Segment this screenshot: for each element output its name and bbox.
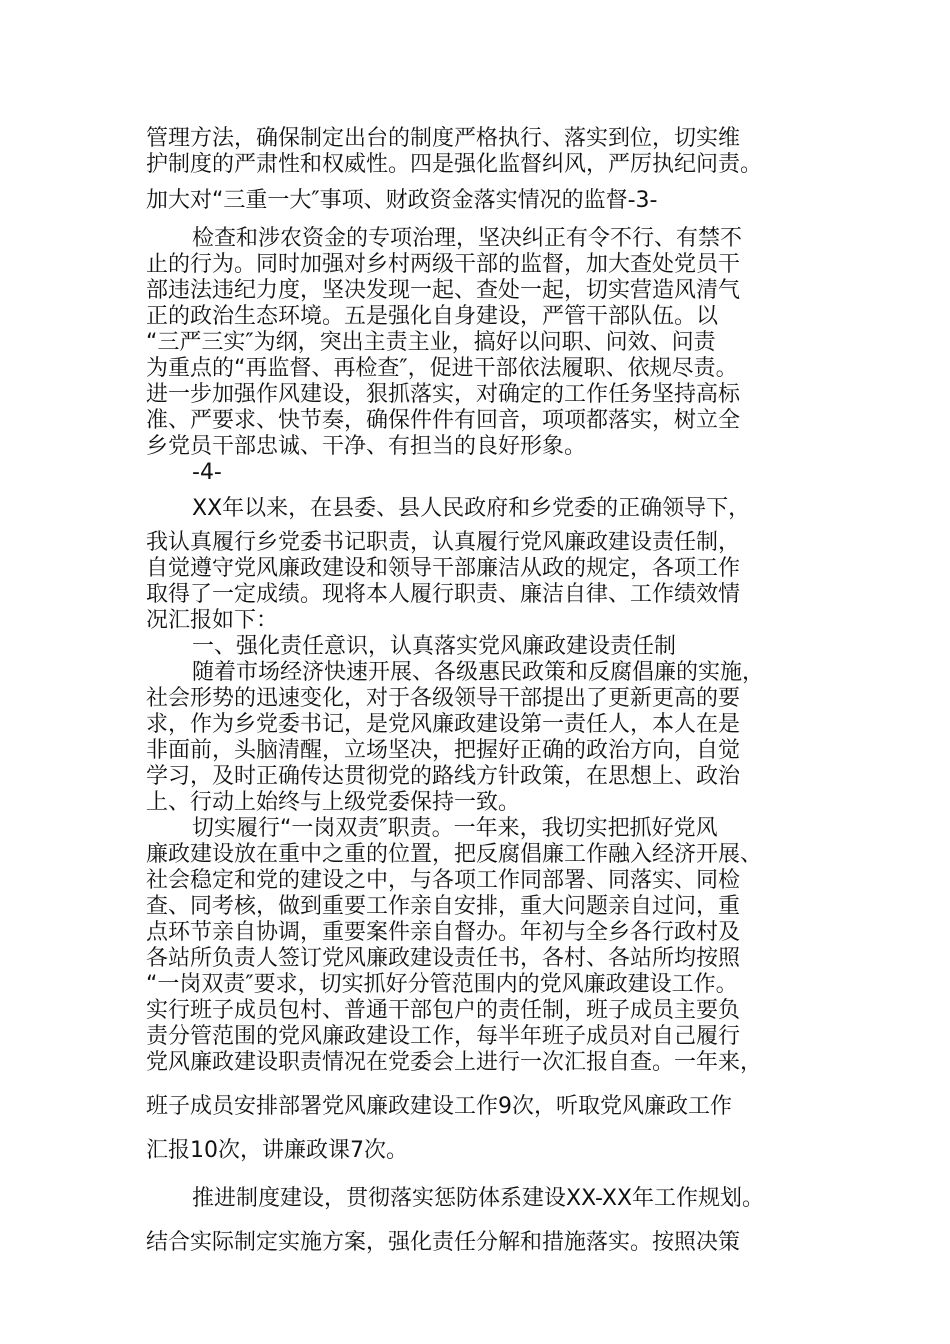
text-line: 学习，及时正确传达贯彻党的路线方针政策，在思想上、政治 xyxy=(146,764,741,789)
text-line: 廉政建设放在重中之重的位置，把反腐倡廉工作融入经济开展、 xyxy=(146,842,763,867)
section-heading: 一、强化责任意识，认真落实党风廉政建设责任制 xyxy=(192,634,677,659)
text-line: 随着市场经济快速开展、各级惠民政策和反腐倡廉的实施， xyxy=(192,660,765,685)
text-line: “三严三实″为纲，突出主责主业，搞好以问职、问效、问责 xyxy=(146,330,716,355)
text-line: 求，作为乡党委书记，是党风廉政建设第一责任人，本人在是 xyxy=(146,712,741,737)
text-line: 非面前，头脑清醒，立场坚决，把握好正确的政治方向，自觉 xyxy=(146,738,741,763)
text-line: 实行班子成员包村、普通干部包户的责任制，班子成员主要负 xyxy=(146,998,741,1023)
text-line: 各站所负责人签订党风廉政建设责任书，各村、各站所均按照 xyxy=(146,946,741,971)
text-line: 取得了一定成绩。现将本人履行职责、廉洁自律、工作绩效情 xyxy=(146,582,741,607)
text-line: 进一步加强作风建设，狠抓落实，对确定的工作任务坚持高标 xyxy=(146,382,741,407)
text-line: 社会形势的迅速变化，对于各级领导干部提出了更新更高的要 xyxy=(146,686,741,711)
text-line: 社会稳定和党的建设之中，与各项工作同部署、同落实、同检 xyxy=(146,868,741,893)
text-line: 切实履行“一岗双责″职责。一年来，我切实把抓好党风 xyxy=(192,816,718,841)
text-line: 党风廉政建设职责情况在党委会上进行一次汇报自查。一年来， xyxy=(146,1050,763,1075)
text-line: 护制度的严肃性和权威性。四是强化监督纠风，严厉执纪问责。 xyxy=(146,152,763,177)
text-line: 我认真履行乡党委书记职责，认真履行党风廉政建设责任制， xyxy=(146,530,741,555)
text-line: 查、同考核，做到重要工作亲自安排，重大问题亲自过问，重 xyxy=(146,894,741,919)
text-line: 况汇报如下： xyxy=(146,608,279,633)
page-number: -4- xyxy=(192,460,222,485)
text-line: 推进制度建设，贯彻落实惩防体系建设XX-XX年工作规划。 xyxy=(192,1186,765,1211)
text-line: 为重点的“再监督、再检查″，促进干部依法履职、依规尽责。 xyxy=(146,356,738,381)
text-line: 部违法违纪力度，坚决发现一起、查处一起，切实营造风清气 xyxy=(146,278,741,303)
text-line: 乡党员干部忠诚、干净、有担当的良好形象。 xyxy=(146,434,587,459)
text-line: 上、行动上始终与上级党委保持一致。 xyxy=(146,790,521,815)
text-line: 准、严要求、快节奏，确保件件有回音，项项都落实，树立全 xyxy=(146,408,741,433)
text-line: 自觉遵守党风廉政建设和领导干部廉洁从政的规定，各项工作 xyxy=(146,556,741,581)
text-line: 班子成员安排部署党风廉政建设工作9次，听取党风廉政工作 xyxy=(146,1094,732,1119)
text-line: 加大对“三重一大″事项、财政资金落实情况的监督-3- xyxy=(146,188,658,213)
text-line: 结合实际制定实施方案，强化责任分解和措施落实。按照决策 xyxy=(146,1230,741,1255)
text-line: 止的行为。同时加强对乡村两级干部的监督，加大查处党员干 xyxy=(146,252,741,277)
text-line: 责分管范围的党风廉政建设工作，每半年班子成员对自己履行 xyxy=(146,1024,741,1049)
text-line: 检查和涉农资金的专项治理，坚决纠正有令不行、有禁不 xyxy=(192,226,743,251)
text-line: 汇报10次，讲廉政课7次。 xyxy=(146,1138,408,1163)
text-line: 正的政治生态环境。五是强化自身建设，严管干部队伍。以 xyxy=(146,304,719,329)
text-line: 点环节亲自协调，重要案件亲自督办。年初与全乡各行政村及 xyxy=(146,920,741,945)
text-line: 管理方法，确保制定出台的制度严格执行、落实到位，切实维 xyxy=(146,126,741,151)
text-line: XX年以来，在县委、县人民政府和乡党委的正确领导下， xyxy=(192,496,751,521)
text-line: “一岗双责″要求，切实抓好分管范围内的党风廉政建设工作。 xyxy=(146,972,738,997)
